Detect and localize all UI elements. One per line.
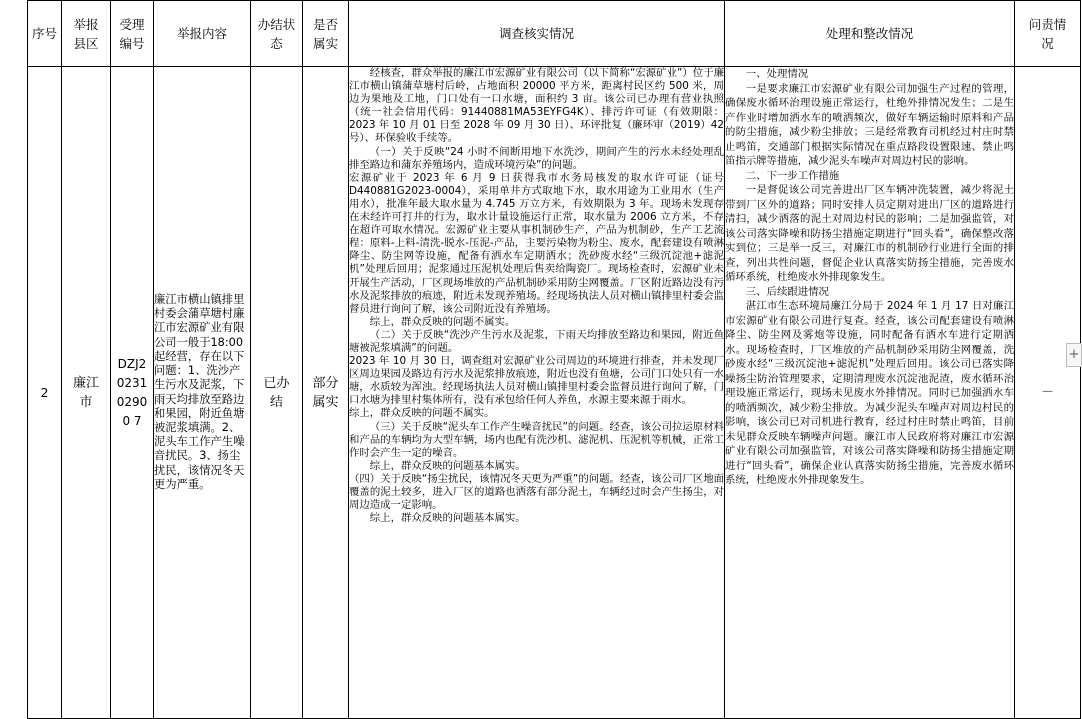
header-handling: 处理和整改情况 <box>725 1 1015 67</box>
header-acceptance-no: 受理编号 <box>111 1 154 67</box>
header-verified: 是否属实 <box>303 1 349 67</box>
header-seq: 序号 <box>28 1 62 67</box>
investigation-paragraph: 综上，群众反映的问题不属实。 <box>369 315 516 328</box>
cell-investigation <box>349 67 725 719</box>
cell-handling <box>725 67 1015 719</box>
header-accountability: 问责情况 <box>1015 1 1081 67</box>
expand-side-button[interactable]: + <box>1066 343 1082 367</box>
cell-seq: 2 <box>28 67 62 719</box>
table-header-row <box>28 1 1081 67</box>
handling-paragraph: 一是要求廉江市宏源矿业有限公司加强生产过程的管理，确保废水循环治理设施正常运行，杜绝外排情况发生；二是生产作业时增加洒水车的喷洒频次，做好车辆运输时原料和产品的防尘措施，减少粉尘排放；三是经常教育司机经过村庄时禁止鸣笛，交通部门根据实际情况在重点路段设置限速、禁止鸣笛指示牌等措施，减少泥头车噪声对周边村民的影响。 <box>725 82 1014 167</box>
investigation-paragraph: 经核查，群众举报的廉江市宏源矿业有限公司（以下简称“宏源矿业”）位于廉江市横山镇蒲草塘村后岭，占地面积 20000 平方米，距离村民区约 500 米，周边为果地及工地，门口处有一口水塘，面积约 3 亩。该公司已办理有营业执照（统一社会信用代码：91440881MA53EYFG4K）、排污许可证（有效期限：2023 年 10 月 01 日至 2028 年 09 月 30 日）、环评批复（廉环审（2019）42 号）、环保验收手续等。 <box>349 67 724 145</box>
handling-paragraph: 湛江市生态环境局廉江分局于 2024 年 1 月 17 日对廉江市宏源矿业有限公司进行复查。经查，该公司配套建设有喷淋降尘、防尘网及雾炮等设施，同时配备有洒水车进行定期洒水。现场检查时，厂区堆放的产品机制砂采用防尘网覆盖，洗砂废水经“三级沉淀池+滤泥机”处理后回用。该公司已落实降噪扬尘防治管理要求，定期清理废水沉淀池泥渣，废水循环治理设施正常运行，现场未见废水外排情况。同时已加强洒水车的喷洒频次，减少粉尘排放。为减少泥头车噪声对周边村民的影响，该公司已对司机进行教育，经过村庄时禁止鸣笛，目前未见群众反映车辆噪声问题。廉江市人民政府将对廉江市宏源矿业有限公司加强监管，对该公司落实降噪和防扬尘措施定期进行“回头看”，确保企业认真落实防扬尘措施，完善废水循环系统，杜绝废水外排现象发生。 <box>725 300 1014 486</box>
handling-heading: 三、后续跟进情况 <box>745 285 829 298</box>
investigation-paragraph: （二）关于反映“洗沙产生污水及泥浆，下雨天均排放至路边和果园，附近鱼塘被泥浆填满”的问题。 <box>349 328 724 354</box>
investigation-paragraph: （一）关于反映“24 小时不间断用地下水洗沙，期间产生的污水未经处理乱排至路边和蒲东养殖场内，造成环境污染”的问题。 <box>349 145 724 171</box>
header-report-content: 举报内容 <box>154 1 251 67</box>
cell-verified: 部分属实 <box>303 67 349 719</box>
complaint-table <box>27 0 1081 719</box>
investigation-paragraph: 2023 年 10 月 30 日，调查组对宏源矿业公司周边的环境进行排查，并未发现厂区周边果园及路边有污水及泥浆排放痕迹，附近也没有鱼塘，公司门口处只有一水塘，水质较为浑浊。经现场执法人员对横山镇排里村委会监督员进行询问了解，门口水塘为排里村集体所有，没有承包给任何人养鱼，水源主要来源于雨水。 <box>349 355 724 407</box>
table-row <box>28 67 1081 719</box>
cell-report-content: 廉江市横山镇排里村委会蒲草塘村廉江市宏源矿业有限公司一般于18:00起经营，存在以下问题：1、洗沙产生污水及泥浆，下雨天均排放至路边和果园，附近鱼塘被泥浆填满。2、泥头车工作产生噪音扰民。3、扬尘扰民，该情况冬天更为严重。 <box>154 67 251 719</box>
cell-status: 已办结 <box>251 67 303 719</box>
cell-acceptance-no: DZJ2023102900 7 <box>111 67 154 719</box>
handling-heading: 一、处理情况 <box>745 68 809 80</box>
handling-paragraph: 一是督促该公司完善进出厂区车辆冲洗装置，减少将泥土带到厂区外的道路；同时安排人员定期对进出厂区的道路进行清扫，减少洒落的泥土对周边村民的影响；二是加强监管，对该公司落实降噪和防扬尘措施定期进行“回头看”，确保整改落实到位；三是举一反三，对廉江市的机制砂行业进行全面的排查，列出共性问题，督促企业认真落实防扬尘措施，完善废水循环系统，杜绝废水外排现象发生。 <box>725 184 1014 283</box>
investigation-paragraph: 综上，群众反映的问题基本属实。 <box>369 459 526 472</box>
cell-county: 廉江市 <box>62 67 111 719</box>
investigation-paragraph: 宏源矿业于 2023 年 6 月 9 日获得我市水务局核发的取水许可证（证号 D440881G2023-0004），采用单井方式取地下水，取水用途为工业用水（生产用水），批准年最大取水量为 4.745 万立方米，有效期限为 3 年。现场未发现存在未经许可打井的行为，取水计量设施运行正常，取水量为 2006 立方米，不存在超许可取水情况。宏源矿业主要从事机制砂生产，产品为机制砂，生产工艺流程：原料-上料-清洗-脱水-压泥-产品，主要污染物为粉尘、废水，配套建设有喷淋降尘、防尘网等设施，配备有洒水车定期洒水；洗砂废水经“三级沉淀池+滤泥机”处理后回用；泥浆通过压泥机处理后售卖给陶瓷厂。现场检查时，宏源矿业未开展生产活动，厂区现场堆放的产品机制砂采用防尘网覆盖。厂区附近路边没有污水及泥浆排放的痕迹，附近未发现养殖场。经现场执法人员对横山镇排里村委会监督员进行询问了解，该公司附近没有养殖场。 <box>349 171 724 315</box>
header-investigation: 调查核实情况 <box>349 1 725 67</box>
investigation-paragraph: 综上，群众反映的问题基本属实。 <box>369 512 526 525</box>
investigation-paragraph: （四）关于反映“扬尘扰民，该情况冬天更为严重”的问题。经查，该公司厂区地面覆盖的泥土较多，进入厂区的道路也洒落有部分泥土，车辆经过时会产生扬尘，对周边造成一定影响。 <box>349 472 724 512</box>
cell-accountability: － <box>1015 67 1081 719</box>
header-status: 办结状态 <box>251 1 303 67</box>
investigation-paragraph: 综上，群众反映的问题不属实。 <box>349 407 495 420</box>
handling-heading: 二、下一步工作措施 <box>745 169 840 182</box>
investigation-paragraph: （三）关于反映“泥头车工作产生噪音扰民”的问题。经查，该公司拉运原材料和产品的车辆均为大型车辆，场内也配有洗沙机、滤泥机、压泥机等机械，正常工作时会产生一定的噪音。 <box>349 420 724 459</box>
header-county: 举报县区 <box>62 1 111 67</box>
